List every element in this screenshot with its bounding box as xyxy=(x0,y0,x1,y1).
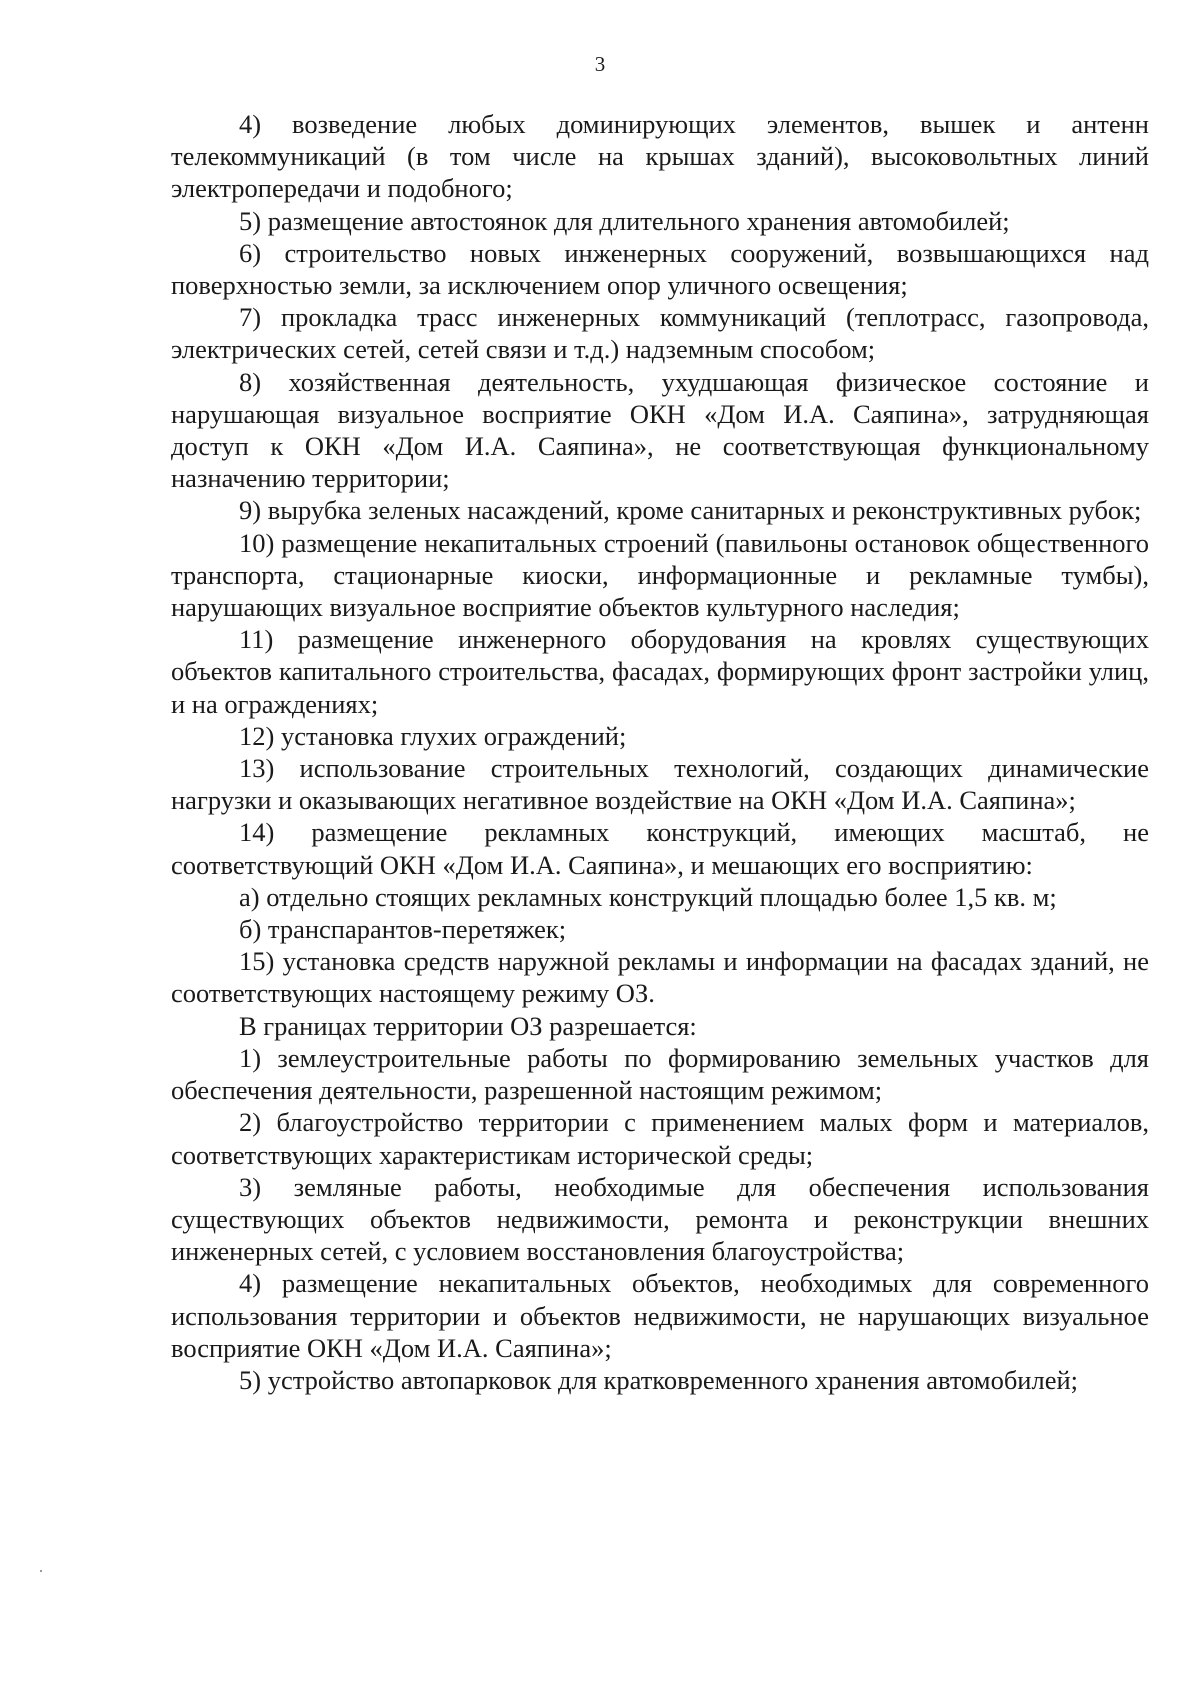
prohibited-item-9: 9) вырубка зеленых насаждений, кроме санитарных и реконструктивных рубок; xyxy=(239,495,1142,526)
prohibited-item-14b: б) транспарантов-перетяжек; xyxy=(239,914,567,945)
prohibited-item-12: 12) установка глухих ограждений; xyxy=(239,720,627,751)
prohibited-item-5: 5) размещение автостоянок для длительного хранения автомобилей; xyxy=(239,205,1010,236)
prohibited-item-7: 7) прокладка трасс инженерных коммуникаций (теплотрасс, газопровода, электрических сетей, сетей связи и т.д.) надземным способом; xyxy=(171,302,1149,365)
prohibited-item-8: 8) хозяйственная деятельность, ухудшающая физическое состояние и нарушающая визуальное восприятие ОКН «Дом И.А. Саяпина», затрудняющая доступ к ОКН «Дом И.А. Саяпина», не соответствующая функциональному назначению территории; xyxy=(171,366,1149,494)
permitted-item-3: 3) земляные работы, необходимые для обеспечения использования существующих объектов недвижимости, ремонта и реконструкции внешних инженерных сетей, с условием восстановления благоустройства; xyxy=(171,1171,1149,1267)
permitted-item-5: 5) устройство автопарковок для кратковременного хранения автомобилей; xyxy=(239,1364,1079,1395)
prohibited-item-13: 13) использование строительных технологий, создающих динамические нагрузки и оказывающих негативное воздействие на ОКН «Дом И.А. Саяпина»; xyxy=(171,753,1149,816)
prohibited-item-10: 10) размещение некапитальных строений (павильоны остановок общественного транспорта, стационарные киоски, информационные и рекламные тумбы), нарушающих визуальное восприятие объектов культурного наследия; xyxy=(171,527,1149,623)
prohibited-item-11: 11) размещение инженерного оборудования на кровлях существующих объектов капитального строительства, фасадах, формирующих фронт застройки улиц, и на ограждениях; xyxy=(171,624,1149,719)
permitted-section-heading: В границах территории ОЗ разрешается: xyxy=(239,1010,697,1041)
scan-speck xyxy=(40,1570,42,1572)
prohibited-item-6: 6) строительство новых инженерных сооружений, возвышающихся над поверхностью земли, за исключением опор уличного освещения; xyxy=(171,237,1149,301)
permitted-item-2: 2) благоустройство территории с применением малых форм и материалов, соответствующих характеристикам исторической среды; xyxy=(171,1107,1149,1170)
document-body xyxy=(171,108,1149,1396)
page-number: 3 xyxy=(594,52,606,76)
permitted-item-1: 1) землеустроительные работы по формированию земельных участков для обеспечения деятельности, разрешенной настоящим режимом; xyxy=(171,1042,1149,1106)
prohibited-item-14: 14) размещение рекламных конструкций, имеющих масштаб, не соответствующий ОКН «Дом И.А. Саяпина», и мешающих его восприятию: xyxy=(171,817,1149,880)
prohibited-item-14a: а) отдельно стоящих рекламных конструкций площадью более 1,5 кв. м; xyxy=(239,881,1057,912)
permitted-item-4: 4) размещение некапитальных объектов, необходимых для современного использования территории и объектов недвижимости, не нарушающих визуальное восприятие ОКН «Дом И.А. Саяпина»; xyxy=(171,1268,1149,1363)
prohibited-item-4: 4) возведение любых доминирующих элементов, вышек и антенн телекоммуникаций (в том числе на крышах зданий), высоковольтных линий электропередачи и подобного; xyxy=(171,109,1149,204)
prohibited-item-15: 15) установка средств наружной рекламы и информации на фасадах зданий, не соответствующих настоящему режиму ОЗ. xyxy=(171,946,1149,1009)
